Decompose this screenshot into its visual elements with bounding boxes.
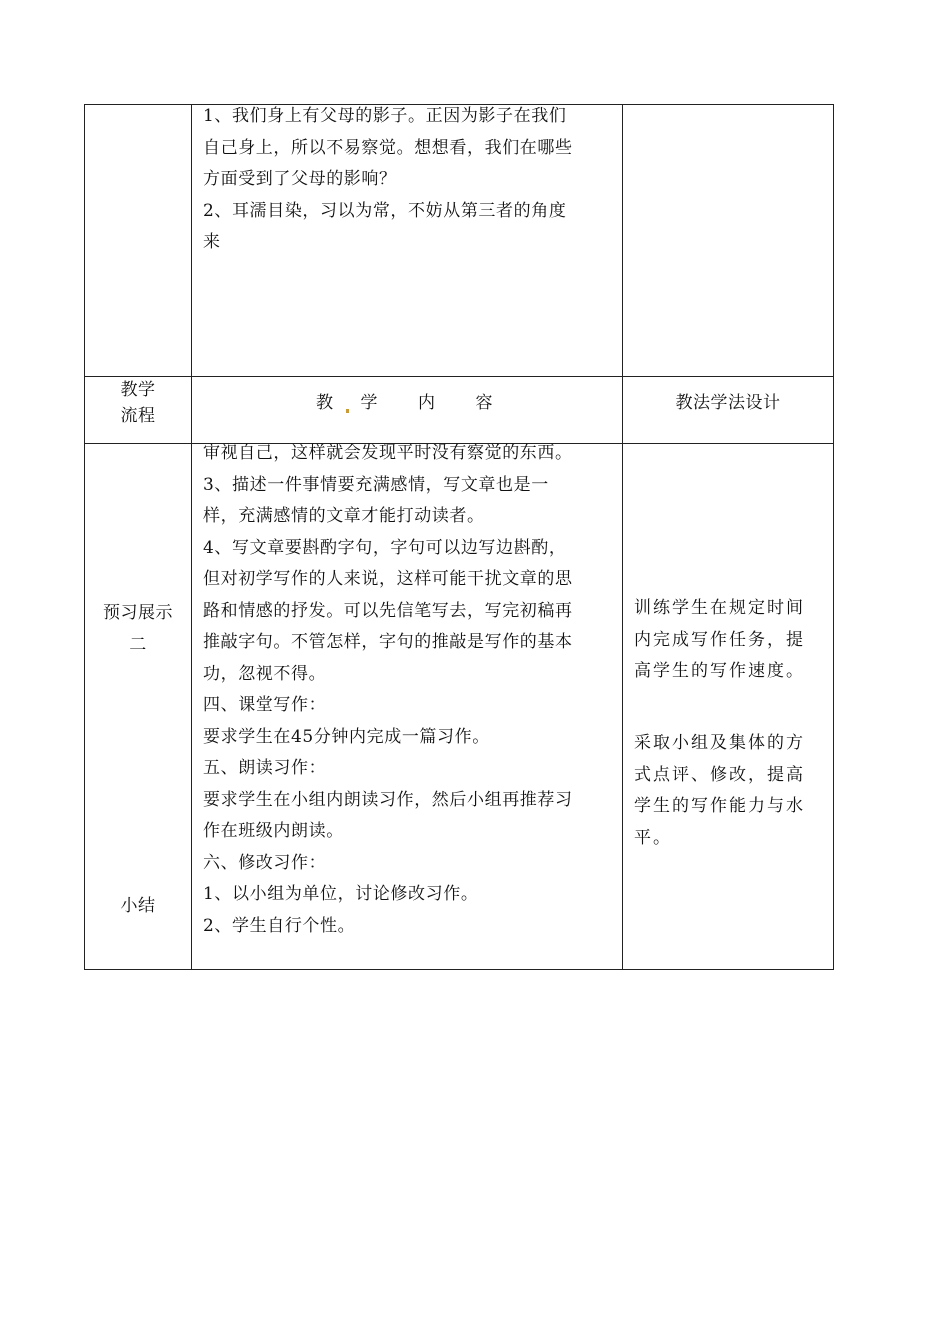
content-line: 样，充满感情的文章才能打动读者。 <box>203 506 485 526</box>
header-method-design <box>623 390 833 416</box>
content-line: 自己身上，所以不易察觉。想想看，我们在哪些 <box>203 137 573 158</box>
stage-summary-text: 小结 <box>120 896 156 916</box>
top-content-cell <box>203 101 573 259</box>
content-line: 审视自己，这样就会发现平时没有察觉的东西。 <box>203 443 573 463</box>
stage-preview-display <box>85 597 191 661</box>
table-right-border <box>833 104 834 970</box>
content-line: 五、朗读习作： <box>203 758 327 778</box>
design-line: 平。 <box>634 827 672 848</box>
design-notes-training <box>634 593 805 688</box>
content-line: 1、我们身上有父母的影子。正因为影子在我们 <box>203 106 567 126</box>
table-bottom-border <box>84 969 834 970</box>
content-line: 但对初学写作的人来说，这样可能干扰文章的思 <box>203 569 573 589</box>
header-content-char: 容 <box>475 393 493 413</box>
table-left-border <box>84 104 85 970</box>
table-col2-divider <box>622 104 623 970</box>
stage-preview-line1: 预习展示 <box>103 603 173 623</box>
stage-preview-line2: 二 <box>129 635 147 655</box>
design-line: 式点评、修改，提高 <box>634 764 805 785</box>
content-line: 3、描述一件事情要充满感情，写文章也是一 <box>203 474 549 495</box>
content-line: 1、以小组为单位，讨论修改习作。 <box>203 884 479 904</box>
content-line: 路和情感的抒发。可以先信笔写去，写完初稿再 <box>203 600 573 621</box>
body-content-cell <box>203 438 573 942</box>
header-content-char: 学 <box>360 393 378 413</box>
header-method-text: 教法学法设计 <box>675 393 781 413</box>
table-header-top-border <box>84 376 834 377</box>
design-line: 采取小组及集体的方 <box>634 733 805 753</box>
design-line: 学生的写作能力与水 <box>634 796 805 816</box>
stage-summary <box>85 893 191 919</box>
content-line: 推敲字句。不管怎样，字句的推敲是写作的基本 <box>203 632 573 652</box>
header-process-line1: 教学 <box>120 380 156 400</box>
design-line: 内完成写作任务，提 <box>634 629 805 650</box>
content-line: 四、课堂写作： <box>203 695 327 715</box>
content-line: 4、写文章要斟酌字句，字句可以边写边斟酌， <box>203 537 567 558</box>
content-line: 要求学生在45分钟内完成一篇习作。 <box>203 726 490 747</box>
content-line: 功，忽视不得。 <box>203 663 327 684</box>
header-content-char: 教 <box>316 393 334 413</box>
content-line: 来 <box>203 232 221 252</box>
table-col1-divider <box>191 104 192 970</box>
content-line: 作在班级内朗读。 <box>203 821 344 841</box>
content-line: 方面受到了父母的影响？ <box>203 169 397 189</box>
design-notes-evaluation <box>634 728 805 854</box>
content-line: 要求学生在小组内朗读习作，然后小组再推荐习 <box>203 789 573 810</box>
annotation-dot <box>346 409 349 413</box>
content-line: 2、学生自行个性。 <box>203 915 356 936</box>
header-process-line2: 流程 <box>120 406 156 426</box>
content-line: 六、修改习作： <box>203 852 327 873</box>
header-teaching-content <box>316 390 516 416</box>
header-content-char: 内 <box>418 393 436 413</box>
design-line: 训练学生在规定时间 <box>634 598 805 618</box>
content-line: 2、耳濡目染，习以为常，不妨从第三者的角度 <box>203 200 567 221</box>
design-line: 高学生的写作速度。 <box>634 661 805 681</box>
header-teaching-process <box>85 377 191 429</box>
